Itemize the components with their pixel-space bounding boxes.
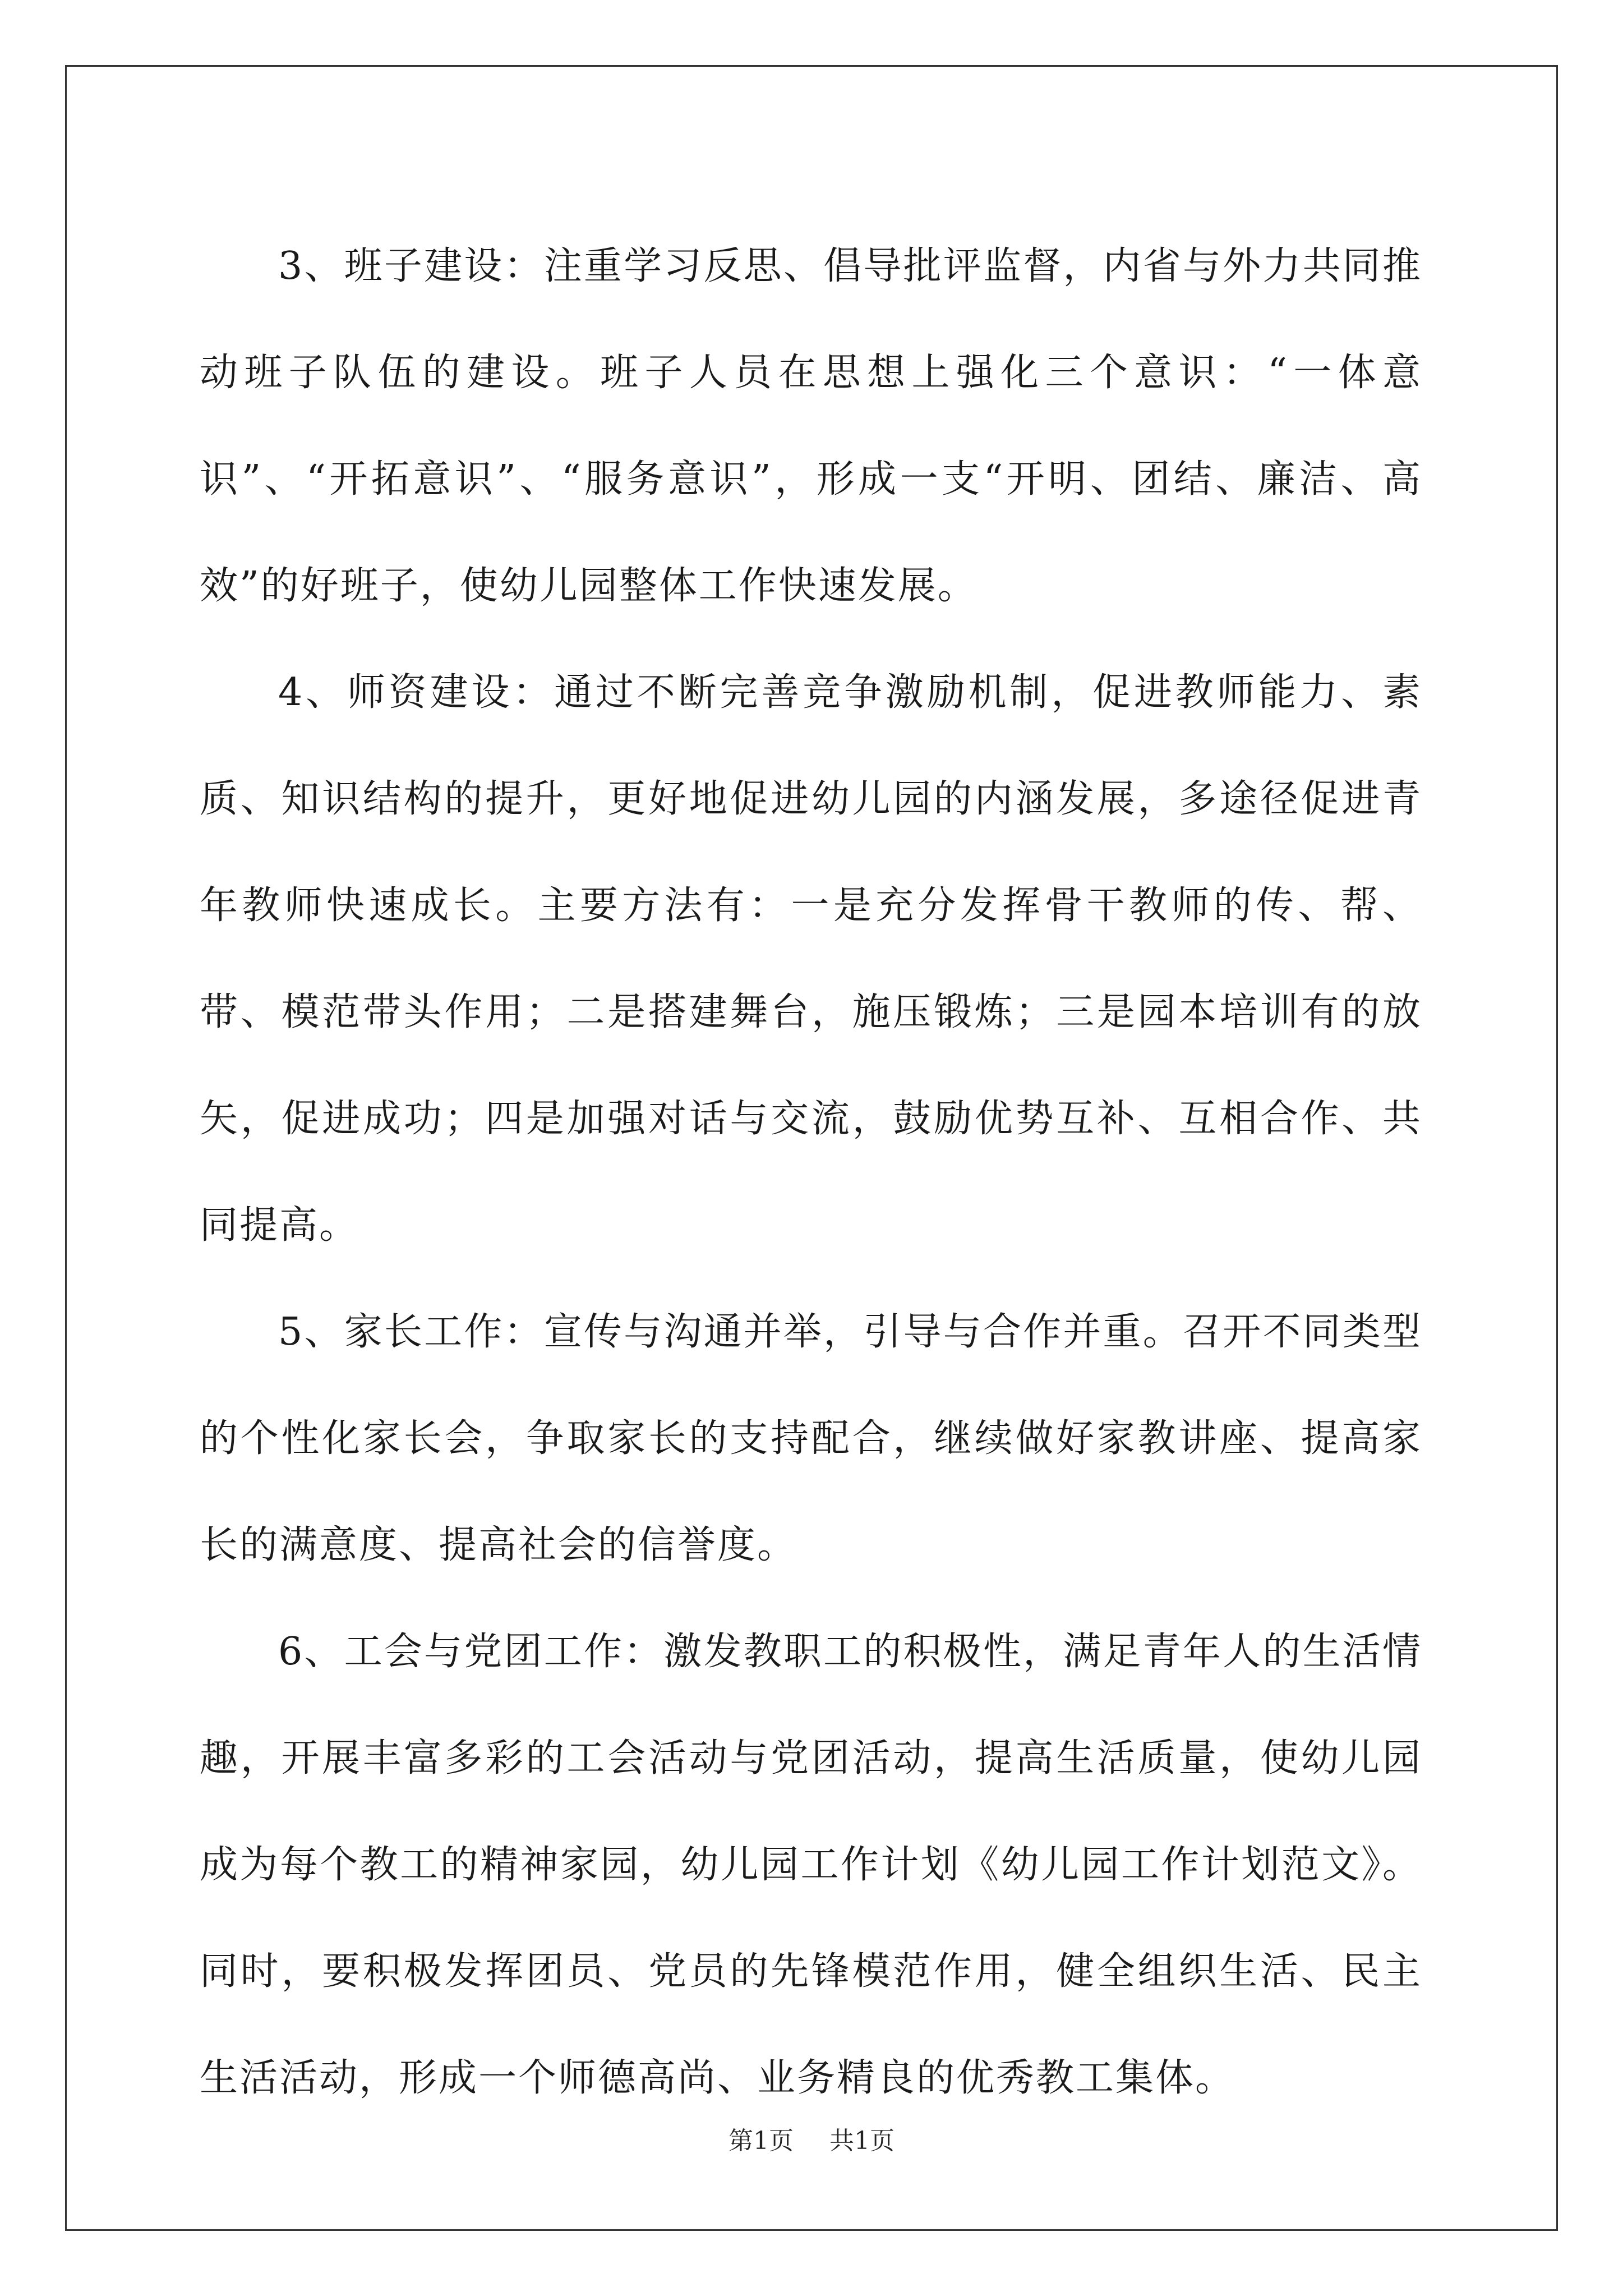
paragraph-teacher-development: 4、师资建设：通过不断完善竞争激励机制，促进教师能力、素质、知识结构的提升，更好地促进幼儿园的内涵发展，多途径促进青年教师快速成长。主要方法有：一是充分发挥骨干教师的传、帮、带、模范带头作用；二是搭建舞台，施压锻炼；三是园本培训有的放矢，促进成功；四是加强对话与交流，鼓励优势互补、互相合作、共同提高。 xyxy=(200,670,1422,1248)
paragraph-parent-work: 5、家长工作：宣传与沟通并举，引导与合作并重。召开不同类型的个性化家长会，争取家长的支持配合，继续做好家教讲座、提高家长的满意度、提高社会的信誉度。 xyxy=(200,1310,1422,1567)
paragraph-class-leadership: 3、班子建设：注重学习反思、倡导批评监督，内省与外力共同推动班子队伍的建设。班子人员在思想上强化三个意识：“一体意识”、“开拓意识”、“服务意识”，形成一支“开明、团结、廉洁、高效”的好班子，使幼儿园整体工作快速发展。 xyxy=(200,244,1422,608)
paragraph-union-party-work: 6、工会与党团工作：激发教职工的积极性，满足青年人的生活情趣，开展丰富多彩的工会活动与党团活动，提高生活质量，使幼儿园成为每个教工的精神家园，幼儿园工作计划《幼儿园工作计划范文》。同时，要积极发挥团员、党员的先锋模范作用，健全组织生活、民主生活活动，形成一个师德高尚、业务精良的优秀教工集体。 xyxy=(200,1630,1422,2100)
page-total: 共1页 xyxy=(829,2127,895,2155)
document-body xyxy=(200,213,1422,2132)
page-number: 第1页 xyxy=(728,2127,794,2155)
page-footer xyxy=(0,2120,1623,2156)
